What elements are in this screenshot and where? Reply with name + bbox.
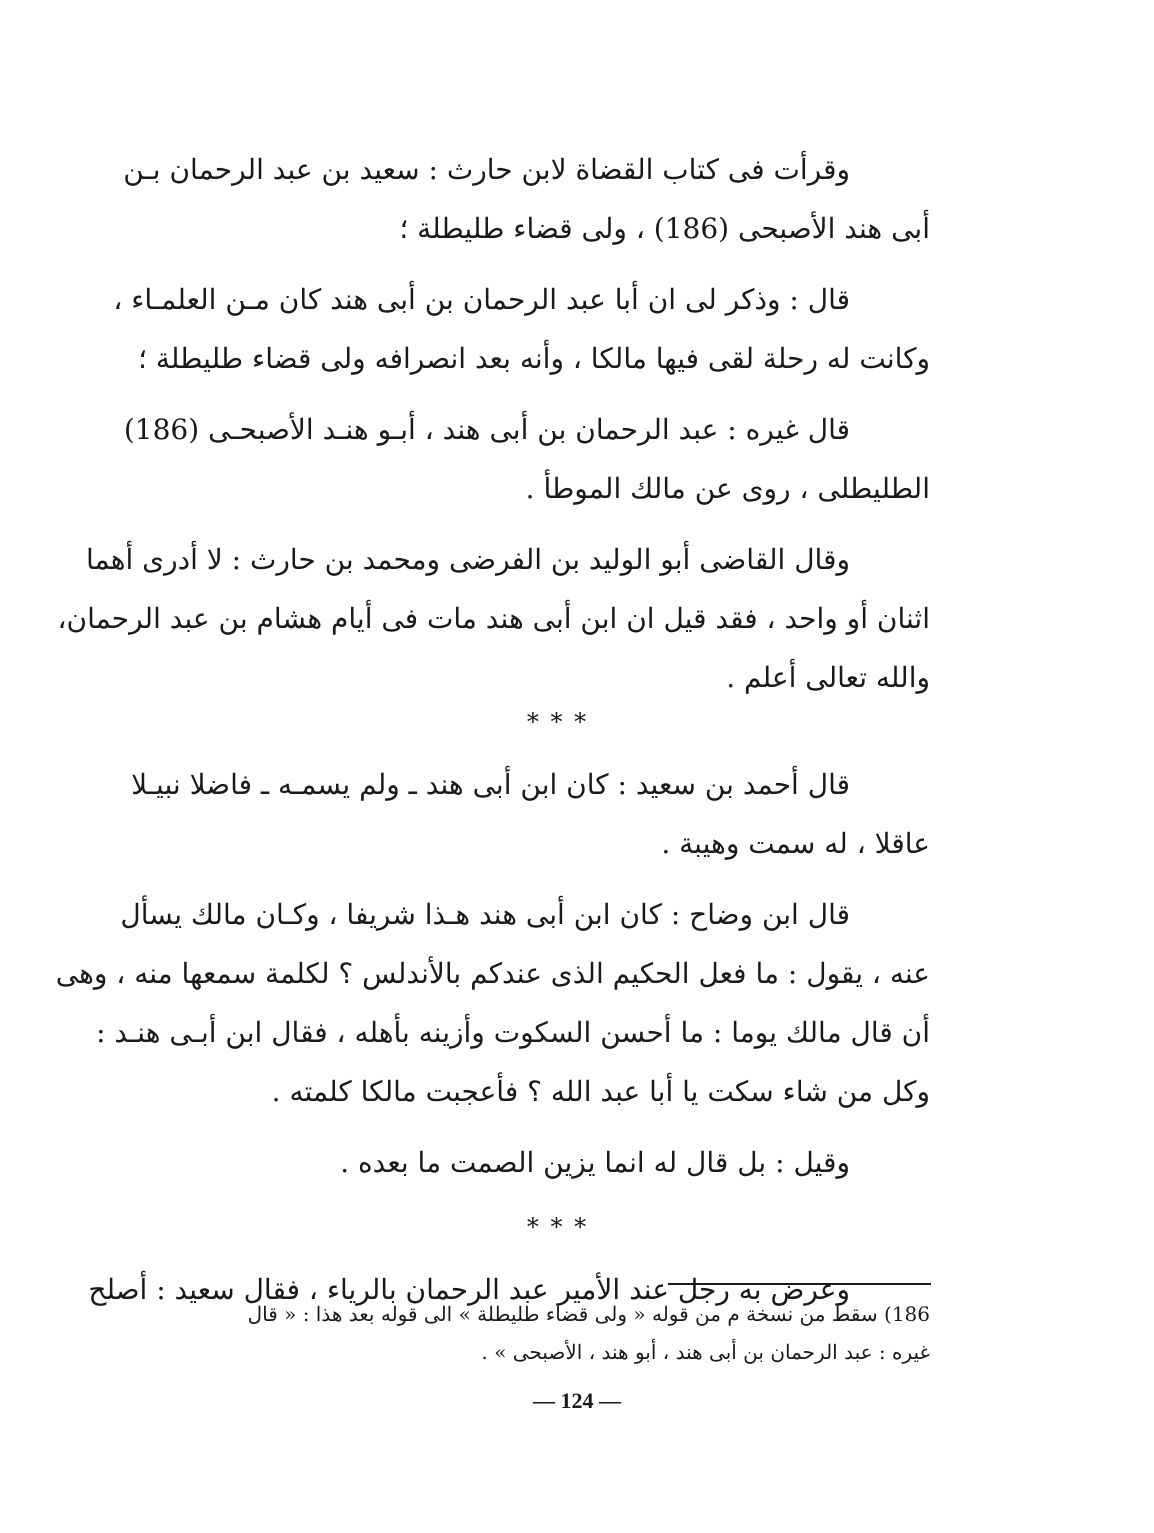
paragraph-4 — [57, 530, 930, 707]
footnote — [185, 1295, 930, 1371]
section-separator: * * * — [526, 708, 589, 736]
text-line: الطليطلى ، روى عن مالك الموطأ . — [525, 472, 930, 505]
footnote-line: غيره : عبد الرحمان بن أبى هند ، أبو هند ، الأصبحى » . — [481, 1340, 930, 1364]
text-line: قال ابن وضاح : كان ابن أبى هند هـذا شريفا ، وكـان مالك يسأل — [120, 898, 850, 931]
text-line: عنه ، يقول : ما فعل الحكيم الذى عندكم بالأندلس ؟ لكلمة سمعها منه ، وهى — [55, 957, 930, 990]
footnote-line: 186) سقط من نسخة م من قوله « ولى قضاء طليطلة » الى قوله بعد هذا : « قال — [247, 1302, 930, 1326]
page-body — [55, 140, 930, 1331]
paragraph-1 — [123, 140, 930, 258]
text-line: أبى هند الأصبحى (186) ، ولى قضاء طليطلة ؛ — [399, 212, 930, 245]
text-line: وقيل : بل قال له انما يزين الصمت ما بعده . — [340, 1146, 850, 1179]
text-line: والله تعالى أعلم . — [726, 661, 930, 694]
text-line: قال أحمد بن سعيد : كان ابن أبى هند ـ ولم يسمـه ـ فاضلا نبيـلا — [131, 768, 850, 801]
footnote-rule — [668, 1283, 931, 1285]
text-line: عاقلا ، له سمت وهيبة . — [661, 827, 930, 860]
section-separator: * * * — [526, 1213, 589, 1241]
text-line: وكانت له رحلة لقى فيها مالكا ، وأنه بعد انصرافه ولى قضاء طليطلة ؛ — [138, 342, 930, 375]
paragraph-3 — [123, 400, 930, 518]
text-line: وعرض به رجل عند الأمير عبد الرحمان بالرياء ، فقال سعيد : أصلح — [88, 1273, 850, 1306]
text-line: قال غيره : عبد الرحمان بن أبى هند ، أبـو هنـد الأصبحـى (186) — [123, 413, 850, 446]
text-line: قال : وذكر لى ان أبا عبد الرحمان بن أبى هند كان مـن العلمـاء ، — [113, 283, 850, 316]
paragraph-6 — [55, 885, 930, 1121]
paragraph-2 — [113, 270, 930, 388]
paragraph-7 — [185, 1133, 930, 1192]
page-number: — 124 — — [533, 1388, 621, 1413]
paragraph-5 — [131, 755, 930, 873]
text-line: وقال القاضى أبو الوليد بن الفرضى ومحمد بن حارث : لا أدرى أهما — [86, 543, 850, 576]
text-line: وقرأت فى كتاب القضاة لابن حارث : سعيد بن عبد الرحمان بـن — [123, 153, 850, 186]
text-line: اثنان أو واحد ، فقد قيل ان ابن أبى هند مات فى أيام هشام بن عبد الرحمان، — [57, 602, 930, 635]
text-line: وكل من شاء سكت يا أبا عبد الله ؟ فأعجبت مالكا كلمته . — [271, 1075, 930, 1108]
text-line: أن قال مالك يوما : ما أحسن السكوت وأزينه بأهله ، فقال ابن أبـى هنـد : — [96, 1016, 930, 1049]
